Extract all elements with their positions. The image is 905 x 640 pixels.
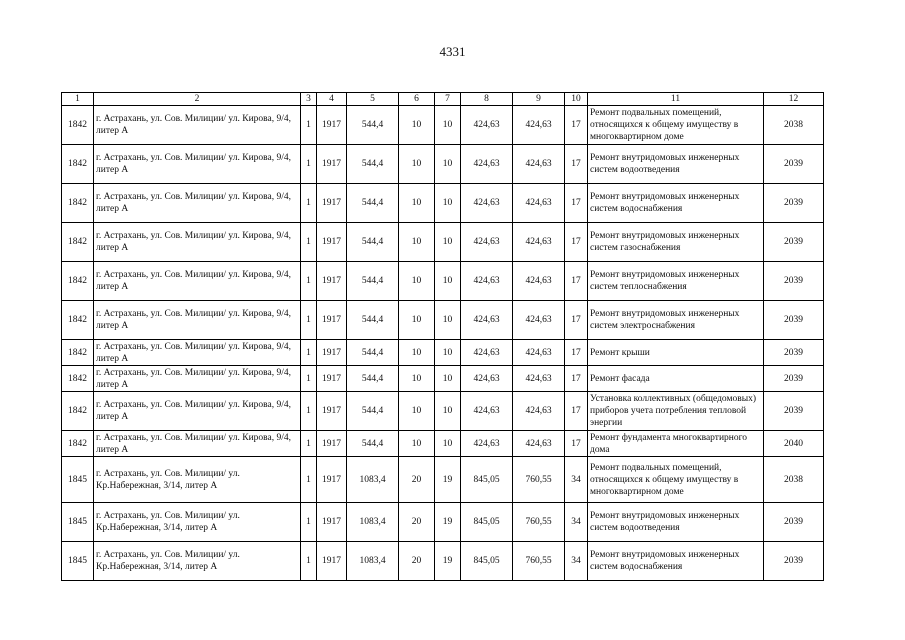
row-year: 1917 xyxy=(317,184,347,223)
row-col-6: 10 xyxy=(399,223,435,262)
row-address: г. Астрахань, ул. Сов. Милиции/ ул. Кирова, 9/4, литер А xyxy=(94,262,301,301)
row-work-type: Ремонт внутридомовых инженерных систем водоотведения xyxy=(588,145,764,184)
row-col-10: 17 xyxy=(565,106,588,145)
row-plan-year: 2039 xyxy=(764,223,824,262)
row-year: 1917 xyxy=(317,106,347,145)
row-col-7: 10 xyxy=(435,145,461,184)
row-work-type: Ремонт внутридомовых инженерных систем теплоснабжения xyxy=(588,262,764,301)
row-col-8: 845,05 xyxy=(461,542,513,581)
row-work-type: Ремонт фундамента многоквартирного дома xyxy=(588,431,764,457)
row-col-7: 10 xyxy=(435,262,461,301)
row-area: 544,4 xyxy=(347,392,399,431)
row-col-10: 17 xyxy=(565,145,588,184)
row-year: 1917 xyxy=(317,301,347,340)
table-row xyxy=(62,392,824,431)
row-year: 1917 xyxy=(317,457,347,503)
column-header-11: 11 xyxy=(588,93,764,106)
table-row xyxy=(62,542,824,581)
row-area: 544,4 xyxy=(347,366,399,392)
row-col-10: 17 xyxy=(565,366,588,392)
row-col-6: 10 xyxy=(399,106,435,145)
row-address: г. Астрахань, ул. Сов. Милиции/ ул. Кирова, 9/4, литер А xyxy=(94,340,301,366)
row-col-10: 17 xyxy=(565,301,588,340)
row-number: 1845 xyxy=(62,457,94,503)
row-address: г. Астрахань, ул. Сов. Милиции/ ул. Кр.Набережная, 3/14, литер А xyxy=(94,503,301,542)
row-col-10: 34 xyxy=(565,542,588,581)
row-col-9: 760,55 xyxy=(513,503,565,542)
row-plan-year: 2039 xyxy=(764,392,824,431)
row-col-9: 760,55 xyxy=(513,457,565,503)
row-work-type: Ремонт фасада xyxy=(588,366,764,392)
table-row xyxy=(62,366,824,392)
row-col-3: 1 xyxy=(301,340,317,366)
column-header-8: 8 xyxy=(461,93,513,106)
row-work-type: Ремонт внутридомовых инженерных систем водоснабжения xyxy=(588,542,764,581)
row-area: 544,4 xyxy=(347,301,399,340)
row-address: г. Астрахань, ул. Сов. Милиции/ ул. Кирова, 9/4, литер А xyxy=(94,106,301,145)
row-plan-year: 2039 xyxy=(764,184,824,223)
row-address: г. Астрахань, ул. Сов. Милиции/ ул. Кирова, 9/4, литер А xyxy=(94,145,301,184)
column-header-5: 5 xyxy=(347,93,399,106)
row-plan-year: 2040 xyxy=(764,431,824,457)
row-number: 1845 xyxy=(62,503,94,542)
row-col-6: 20 xyxy=(399,457,435,503)
row-col-8: 424,63 xyxy=(461,392,513,431)
column-header-3: 3 xyxy=(301,93,317,106)
column-header-2: 2 xyxy=(94,93,301,106)
row-work-type: Ремонт подвальных помещений, относящихся к общему имуществу в многоквартирном доме xyxy=(588,106,764,145)
table-row xyxy=(62,457,824,503)
row-col-10: 17 xyxy=(565,262,588,301)
row-address: г. Астрахань, ул. Сов. Милиции/ ул. Кр.Набережная, 3/14, литер А xyxy=(94,542,301,581)
row-col-3: 1 xyxy=(301,301,317,340)
row-col-6: 10 xyxy=(399,340,435,366)
row-year: 1917 xyxy=(317,262,347,301)
row-col-8: 424,63 xyxy=(461,184,513,223)
row-address: г. Астрахань, ул. Сов. Милиции/ ул. Кирова, 9/4, литер А xyxy=(94,223,301,262)
row-number: 1842 xyxy=(62,431,94,457)
row-col-6: 10 xyxy=(399,431,435,457)
row-col-7: 10 xyxy=(435,366,461,392)
row-work-type: Ремонт подвальных помещений, относящихся к общему имуществу в многоквартирном доме xyxy=(588,457,764,503)
column-header-7: 7 xyxy=(435,93,461,106)
row-col-3: 1 xyxy=(301,184,317,223)
row-plan-year: 2039 xyxy=(764,542,824,581)
row-number: 1842 xyxy=(62,184,94,223)
row-address: г. Астрахань, ул. Сов. Милиции/ ул. Кирова, 9/4, литер А xyxy=(94,366,301,392)
row-col-7: 10 xyxy=(435,301,461,340)
page-number: 4331 xyxy=(439,44,466,59)
row-col-3: 1 xyxy=(301,542,317,581)
row-plan-year: 2038 xyxy=(764,106,824,145)
row-year: 1917 xyxy=(317,392,347,431)
row-col-3: 1 xyxy=(301,431,317,457)
row-col-6: 10 xyxy=(399,184,435,223)
row-number: 1845 xyxy=(62,542,94,581)
row-number: 1842 xyxy=(62,106,94,145)
row-col-3: 1 xyxy=(301,223,317,262)
row-area: 544,4 xyxy=(347,106,399,145)
row-address: г. Астрахань, ул. Сов. Милиции/ ул. Кирова, 9/4, литер А xyxy=(94,301,301,340)
row-col-9: 424,63 xyxy=(513,301,565,340)
row-number: 1842 xyxy=(62,301,94,340)
row-number: 1842 xyxy=(62,340,94,366)
row-col-6: 10 xyxy=(399,392,435,431)
table-row xyxy=(62,106,824,145)
row-work-type: Установка коллективных (общедомовых) приборов учета потребления тепловой энергии xyxy=(588,392,764,431)
row-col-8: 424,63 xyxy=(461,145,513,184)
row-col-8: 845,05 xyxy=(461,457,513,503)
row-address: г. Астрахань, ул. Сов. Милиции/ ул. Кирова, 9/4, литер А xyxy=(94,392,301,431)
row-col-7: 10 xyxy=(435,106,461,145)
row-area: 544,4 xyxy=(347,223,399,262)
row-col-3: 1 xyxy=(301,503,317,542)
row-area: 544,4 xyxy=(347,431,399,457)
row-col-10: 17 xyxy=(565,431,588,457)
row-number: 1842 xyxy=(62,223,94,262)
row-col-9: 424,63 xyxy=(513,145,565,184)
row-col-7: 10 xyxy=(435,392,461,431)
row-col-7: 10 xyxy=(435,223,461,262)
row-col-7: 10 xyxy=(435,431,461,457)
row-col-8: 424,63 xyxy=(461,223,513,262)
row-col-9: 424,63 xyxy=(513,223,565,262)
row-col-8: 424,63 xyxy=(461,106,513,145)
row-work-type: Ремонт внутридомовых инженерных систем газоснабжения xyxy=(588,223,764,262)
column-header-6: 6 xyxy=(399,93,435,106)
row-col-6: 10 xyxy=(399,262,435,301)
row-col-7: 19 xyxy=(435,542,461,581)
row-year: 1917 xyxy=(317,145,347,184)
row-year: 1917 xyxy=(317,542,347,581)
row-col-3: 1 xyxy=(301,366,317,392)
table-row xyxy=(62,340,824,366)
table-row xyxy=(62,262,824,301)
table-body xyxy=(62,93,824,581)
row-col-9: 424,63 xyxy=(513,262,565,301)
row-col-9: 760,55 xyxy=(513,542,565,581)
table-row xyxy=(62,301,824,340)
row-col-8: 424,63 xyxy=(461,262,513,301)
row-col-10: 34 xyxy=(565,503,588,542)
row-col-9: 424,63 xyxy=(513,340,565,366)
table-row xyxy=(62,184,824,223)
table-row xyxy=(62,503,824,542)
table-row xyxy=(62,223,824,262)
row-year: 1917 xyxy=(317,223,347,262)
row-work-type: Ремонт крыши xyxy=(588,340,764,366)
row-year: 1917 xyxy=(317,431,347,457)
row-address: г. Астрахань, ул. Сов. Милиции/ ул. Кирова, 9/4, литер А xyxy=(94,431,301,457)
repair-schedule-table xyxy=(61,92,824,581)
row-plan-year: 2039 xyxy=(764,503,824,542)
row-year: 1917 xyxy=(317,340,347,366)
column-header-10: 10 xyxy=(565,93,588,106)
column-header-9: 9 xyxy=(513,93,565,106)
column-header-4: 4 xyxy=(317,93,347,106)
row-plan-year: 2038 xyxy=(764,457,824,503)
row-address: г. Астрахань, ул. Сов. Милиции/ ул. Кр.Набережная, 3/14, литер А xyxy=(94,457,301,503)
row-col-8: 424,63 xyxy=(461,431,513,457)
row-col-6: 20 xyxy=(399,542,435,581)
row-col-6: 10 xyxy=(399,301,435,340)
row-year: 1917 xyxy=(317,366,347,392)
row-col-7: 19 xyxy=(435,503,461,542)
row-col-8: 424,63 xyxy=(461,366,513,392)
row-col-10: 34 xyxy=(565,457,588,503)
row-area: 1083,4 xyxy=(347,542,399,581)
row-col-8: 845,05 xyxy=(461,503,513,542)
row-plan-year: 2039 xyxy=(764,340,824,366)
row-col-9: 424,63 xyxy=(513,366,565,392)
row-col-6: 20 xyxy=(399,503,435,542)
table-row xyxy=(62,431,824,457)
row-col-7: 19 xyxy=(435,457,461,503)
row-col-9: 424,63 xyxy=(513,431,565,457)
row-year: 1917 xyxy=(317,503,347,542)
row-area: 1083,4 xyxy=(347,457,399,503)
table-row xyxy=(62,145,824,184)
row-col-7: 10 xyxy=(435,184,461,223)
row-area: 544,4 xyxy=(347,340,399,366)
row-col-7: 10 xyxy=(435,340,461,366)
row-col-3: 1 xyxy=(301,262,317,301)
row-col-3: 1 xyxy=(301,106,317,145)
header-row xyxy=(62,93,824,106)
row-number: 1842 xyxy=(62,366,94,392)
row-col-9: 424,63 xyxy=(513,392,565,431)
row-work-type: Ремонт внутридомовых инженерных систем водоотведения xyxy=(588,503,764,542)
row-work-type: Ремонт внутридомовых инженерных систем водоснабжения xyxy=(588,184,764,223)
row-col-10: 17 xyxy=(565,223,588,262)
row-col-10: 17 xyxy=(565,340,588,366)
row-col-3: 1 xyxy=(301,145,317,184)
row-plan-year: 2039 xyxy=(764,145,824,184)
row-col-8: 424,63 xyxy=(461,301,513,340)
column-header-1: 1 xyxy=(62,93,94,106)
row-plan-year: 2039 xyxy=(764,262,824,301)
row-col-6: 10 xyxy=(399,145,435,184)
row-col-10: 17 xyxy=(565,184,588,223)
column-header-12: 12 xyxy=(764,93,824,106)
row-col-9: 424,63 xyxy=(513,184,565,223)
row-work-type: Ремонт внутридомовых инженерных систем электроснабжения xyxy=(588,301,764,340)
row-address: г. Астрахань, ул. Сов. Милиции/ ул. Кирова, 9/4, литер А xyxy=(94,184,301,223)
row-area: 544,4 xyxy=(347,262,399,301)
row-col-6: 10 xyxy=(399,366,435,392)
row-col-10: 17 xyxy=(565,392,588,431)
row-plan-year: 2039 xyxy=(764,301,824,340)
row-number: 1842 xyxy=(62,145,94,184)
row-col-9: 424,63 xyxy=(513,106,565,145)
row-col-8: 424,63 xyxy=(461,340,513,366)
row-col-3: 1 xyxy=(301,457,317,503)
row-col-3: 1 xyxy=(301,392,317,431)
row-area: 544,4 xyxy=(347,145,399,184)
row-area: 1083,4 xyxy=(347,503,399,542)
row-area: 544,4 xyxy=(347,184,399,223)
row-number: 1842 xyxy=(62,392,94,431)
row-number: 1842 xyxy=(62,262,94,301)
row-plan-year: 2039 xyxy=(764,366,824,392)
